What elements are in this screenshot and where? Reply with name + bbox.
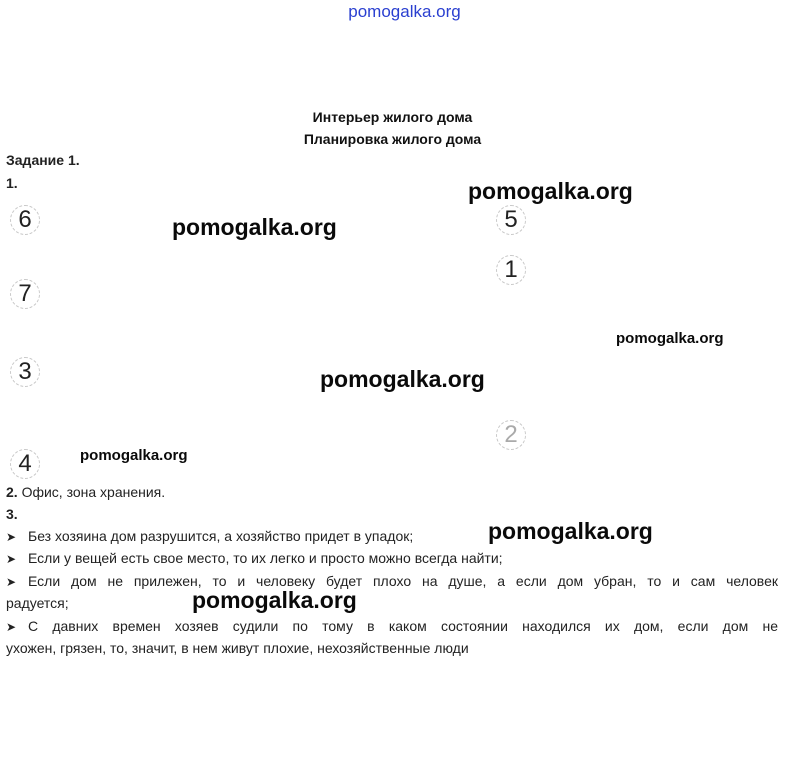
watermark: pomogalka.org [80,447,188,464]
arrow-bullet-icon: ➤ [6,530,17,544]
room-number-4: 4 [10,449,40,479]
task-heading: Задание 1. [6,152,80,168]
bullet-item [6,550,778,566]
watermark: pomogalka.org [488,518,653,544]
page-subtitle: Планировка жилого дома [303,131,482,147]
header-watermark: pomogalka.org [348,2,461,21]
room-number-3: 3 [10,357,40,387]
item1-label: 1. [6,175,18,191]
room-number-1: 1 [496,255,526,285]
bullet-item [6,528,778,544]
bullet-text: Если дом не прилежен, то и человеку будет плохо на душе, а если дом убран, то и сам человек [28,573,778,589]
bullet-continuation: ухожен, грязен, то, значит, в нем живут плохие, нехозяйственные люди [6,640,469,656]
room-number-7: 7 [10,279,40,309]
bullet-item [6,573,778,589]
bullet-item [6,618,778,634]
bullet-text: Если у вещей есть свое место, то их легко и просто можно всегда найти; [28,550,503,566]
watermark: pomogalka.org [172,214,337,240]
item2-label: 2. [6,484,18,500]
bullet-text: С давних времен хозяев судили по тому в каком состоянии находился их дом, если дом не [28,618,778,634]
room-number-6: 6 [10,205,40,235]
page-title: Интерьер жилого дома [312,109,473,125]
item2 [6,484,165,500]
room-number-5: 5 [496,205,526,235]
room-number-2: 2 [496,420,526,450]
bullet-continuation: радуется; [6,595,69,611]
watermark: pomogalka.org [468,178,633,204]
arrow-bullet-icon: ➤ [6,620,17,634]
arrow-bullet-icon: ➤ [6,575,17,589]
bullet-text: Без хозяина дом разрушится, а хозяйство придет в упадок; [28,528,414,544]
item3-label: 3. [6,506,18,522]
watermark: pomogalka.org [320,366,485,392]
watermark: pomogalka.org [616,330,724,347]
item2-text: Офис, зона хранения. [21,484,166,500]
watermark: pomogalka.org [192,587,357,613]
arrow-bullet-icon: ➤ [6,552,17,566]
